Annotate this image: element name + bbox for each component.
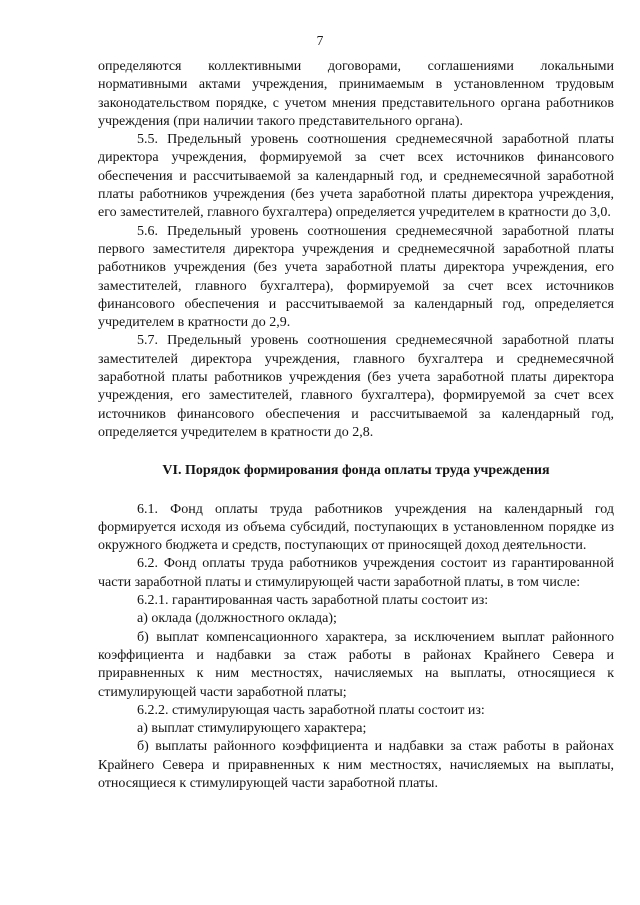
paragraphs-bottom (98, 501, 614, 794)
paragraph-6-2-1-a: а) оклада (должностного оклада); (137, 611, 337, 627)
paragraph-6-2-1-b: б) выплат компенсационного характера, за исключением выплат районного коэффициента и надбавки за стаж работы в районах Крайнего Севера и приравненных к ним местностях, начисляемых на выплаты, относящиеся к стимулирующей части заработной платы; (98, 629, 614, 700)
paragraph-6-2: 6.2. Фонд оплаты труда работников учреждения состоит из гарантированной части заработной платы и стимулирующей части заработной платы, в том числе: (98, 556, 614, 590)
paragraph-5-5: 5.5. Предельный уровень соотношения среднемесячной заработной платы директора учреждения, формируемой за счет всех источников финансового обеспечения и рассчитываемой за календарный год, и среднемесячной заработной платы работников учреждения (без учета заработной платы директора учреждения, его заместителей, главного бухгалтера) определяется учредителем в кратности до 3,0. (98, 132, 614, 221)
paragraph-6-2-2-a: а) выплат стимулирующего характера; (137, 721, 367, 737)
document-body (98, 58, 614, 793)
paragraph-cont: определяются коллективными договорами, соглашениями локальными нормативными актами учреждения, принимаемым в установленном трудовым законодательством порядке, с учетом мнения представительного органа работников учреждения (при наличии такого представительного органа). (98, 59, 614, 129)
paragraph-5-7: 5.7. Предельный уровень соотношения среднемесячной заработной платы заместителей директора учреждения, главного бухгалтера и среднемесячной заработной платы работников учреждения (без учета заработной платы директора учреждения, его заместителей, главного бухгалтера), формируемой за счет всех источников финансового обеспечения и рассчитываемой за календарный год, определяется учредителем в кратности до 2,8. (98, 333, 614, 440)
paragraph-6-1: 6.1. Фонд оплаты труда работников учреждения на календарный год формируется исходя из объема субсидий, поступающих в установленном порядке из окружного бюджета и средств, поступающих от приносящей доход деятельности. (98, 501, 614, 554)
page-number: 7 (316, 33, 324, 48)
section-heading: VI. Порядок формирования фонда оплаты труда учреждения (162, 463, 550, 479)
paragraph-6-2-2: 6.2.2. стимулирующая часть заработной платы состоит из: (137, 702, 485, 718)
paragraphs-top (98, 58, 614, 442)
paragraph-5-6: 5.6. Предельный уровень соотношения среднемесячной заработной платы первого заместителя директора учреждения и среднемесячной заработной платы работников учреждения (без учета заработной платы директора учреждения, его заместителей, главного бухгалтера), формируемой за счет всех источников финансового обеспечения и рассчитываемой за календарный год, определяется учредителем в кратности до 2,9. (98, 223, 614, 331)
paragraph-6-2-1: 6.2.1. гарантированная часть заработной платы состоит из: (137, 593, 489, 609)
paragraph-6-2-2-b: б) выплаты районного коэффициента и надбавки за стаж работы в районах Крайнего Севера и приравненных к ним местностях, начисляемых на выплаты, относящиеся к стимулирующей части заработной платы. (98, 739, 614, 791)
